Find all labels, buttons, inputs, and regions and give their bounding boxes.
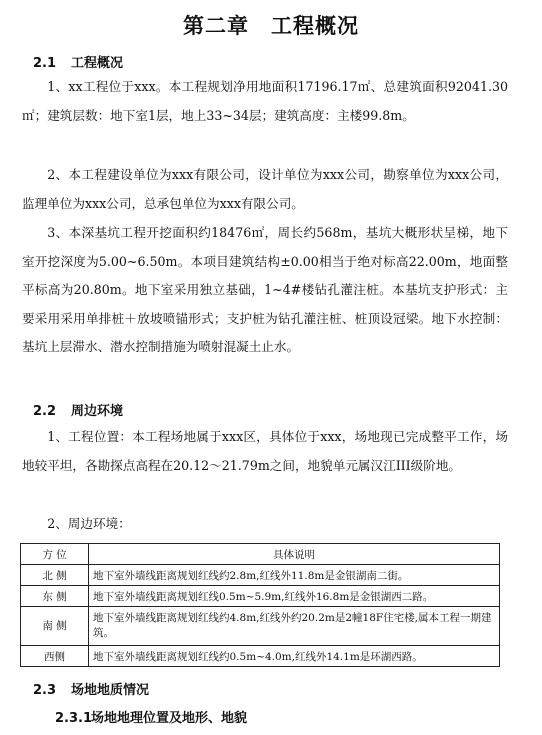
- paragraph-surroundings: 2、周边环境：: [47, 516, 131, 531]
- table-cell-side: 东 侧: [21, 586, 89, 607]
- table-row: [21, 565, 500, 586]
- paragraph-excavation: 3、本深基坑工程开挖面积约18476㎡，周长约568m，基坑大概形状呈梯，地下室开挖深度为5.00~6.50m。本项目建筑结构±0.00相当于绝对标高22.00m，地面整平标高为20.80m。地下室采用独立基础，1~4#楼钻孔灌注桩。本基坑支护形式：主要采用采用单排桩＋放坡喷锚形式；支护桩为钻孔灌注桩、桩顶设冠梁。地下水控制：基坑上层滞水、潜水控制措施为喷射混凝土止水。: [22, 225, 508, 354]
- table-cell-side: 西侧: [21, 646, 89, 667]
- section-heading-2-3-1: [55, 707, 247, 726]
- section-heading-2-1: [33, 52, 123, 71]
- section-heading-2-3: [33, 679, 149, 698]
- table-cell-desc: 地下室外墙线距离规划红线0.5m~5.9m,红线外16.8m是金银湖西二路。: [89, 586, 500, 607]
- section-title: 工程概况: [71, 56, 124, 71]
- section-title: 周边环境: [71, 404, 124, 419]
- chapter-label: 第二章: [183, 14, 249, 38]
- section-title: 场地地质情况: [71, 683, 150, 698]
- table-cell-side: 北 侧: [21, 565, 89, 586]
- table-cell-side: 南 侧: [21, 607, 89, 646]
- paragraph-project-location: 1、xx工程位于xxx。本工程规划净用地面积17196.17㎡、总建筑面积92041.30㎡；建筑层数：地下室1层，地上33~34层；建筑高度：主楼99.8m。: [22, 79, 508, 123]
- paragraph-site-location: 1、工程位置：本工程场地属于xxx区，具体位于xxx，场地现已完成整平工作，场地较平坦，各勘探点高程在20.12～21.79m之间，地貌单元属汉江III级阶地。: [22, 429, 508, 473]
- chapter-name: 工程概况: [271, 14, 359, 38]
- table-header-row: [21, 544, 500, 565]
- table-row: [21, 586, 500, 607]
- table-header-side: 方 位: [21, 544, 89, 565]
- chapter-title: [0, 10, 542, 40]
- section-number: 2.3.1: [55, 711, 93, 726]
- section-heading-2-2: [33, 400, 123, 419]
- surroundings-table: [20, 543, 500, 667]
- paragraph-project-parties: 2、本工程建设单位为xxx有限公司，设计单位为xxx公司，勘察单位为xxx公司，监理单位为xxx公司，总承包单位为xxx有限公司。: [22, 167, 508, 211]
- section-number: 2.3: [33, 683, 57, 698]
- table-cell-desc: 地下室外墙线距离规划红线约4.8m,红线外约20.2m是2幢18F住宅楼,属本工程一期建筑。: [89, 607, 500, 646]
- table-cell-desc: 地下室外墙线距离规划红线约2.8m,红线外11.8m是金银湖南二街。: [89, 565, 500, 586]
- section-number: 2.1: [33, 56, 57, 71]
- section-title: 场地地理位置及地形、地貌: [91, 711, 248, 726]
- section-number: 2.2: [33, 404, 57, 419]
- table-row: [21, 646, 500, 667]
- table-row: [21, 607, 500, 646]
- table-cell-desc: 地下室外墙线距离规划红线约0.5m~4.0m,红线外14.1m是环湖西路。: [89, 646, 500, 667]
- table-header-desc: 具体说明: [89, 544, 500, 565]
